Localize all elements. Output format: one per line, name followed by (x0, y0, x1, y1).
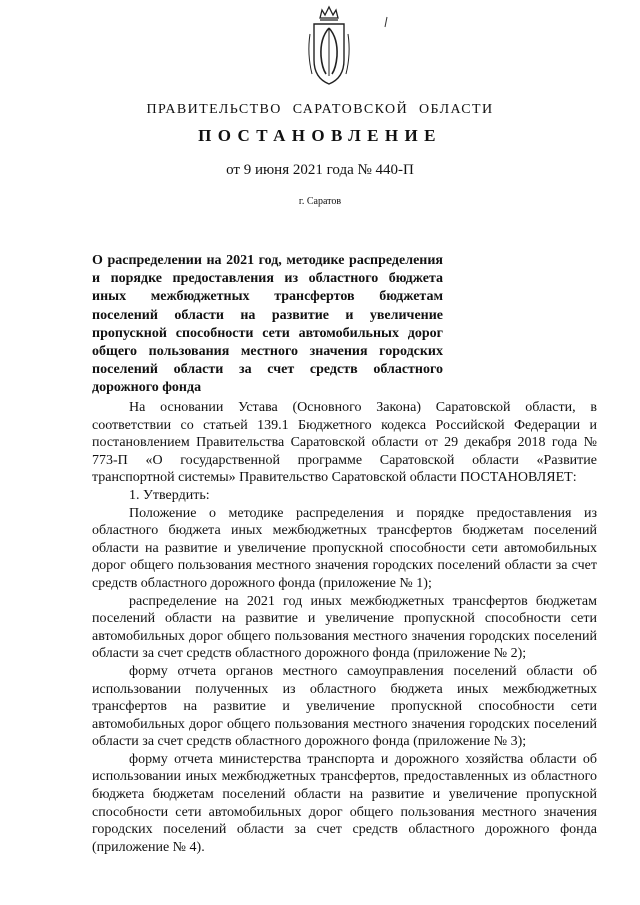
coat-of-arms-emblem (306, 4, 352, 90)
document-date-number: от 9 июня 2021 года № 440-П (226, 162, 414, 178)
subitem-appendix-1: Положение о методике распределения и порядке предоставления из областного бюджета иных межбюджетных трансфертов бюджетам поселений области на развитие и увеличение пропускной способности сети автомобильных дорог общего пользования местного значения городских поселений области за счет средств областного дорожного фонда (приложение № 1); (92, 505, 597, 591)
intro-paragraph: На основании Устава (Основного Закона) Саратовской области, в соответствии со статьей 139.1 Бюджетного кодекса Российской Федерации и постановлением Правительства Саратовской области от 29 декабря 2018 года № 773-П «О государственной программе Саратовской области «Развитие транспортной системы» Правительство Саратовской области ПОСТАНОВЛЯЕТ: (92, 400, 597, 486)
document-type: ПОСТАНОВЛЕНИЕ (198, 126, 442, 145)
organization-name: ПРАВИТЕЛЬСТВО САРАТОВСКОЙ ОБЛАСТИ (146, 102, 494, 117)
document-city: г. Саратов (298, 196, 342, 207)
item-1: 1. Утвердить: (129, 487, 210, 503)
stray-pen-mark (383, 16, 389, 28)
document-body (92, 399, 597, 856)
subitem-appendix-2: распределение на 2021 год иных межбюджетных трансфертов бюджетам поселений области на развитие и увеличение пропускной способности сети автомобильных дорог общего пользования местного значения городских поселений области за счет средств областного дорожного фонда (приложение № 2); (92, 593, 597, 662)
document-title: О распределении на 2021 год, методике распределения и порядке предоставления из областного бюджета иных межбюджетных трансфертов бюджетам поселений области на развитие и увеличение пропускной способности сети автомобильных дорог общего пользования местного значения городских поселений области за счет средств областного дорожного фонда (92, 253, 443, 396)
subitem-appendix-4: форму отчета министерства транспорта и дорожного хозяйства области об использовании иных межбюджетных трансфертов, предоставленных из областного бюджета бюджетам поселений области на развитие и увеличение пропускной способности сети автомобильных дорог общего пользования местного значения городских поселений области за счет средств областного дорожного фонда (приложение № 4). (92, 751, 597, 855)
subitem-appendix-3: форму отчета органов местного самоуправления поселений области об использовании полученных из областного бюджета иных межбюджетных трансфертов на развитие и увеличение пропускной способности сети автомобильных дорог общего пользования местного значения городских поселений области за счет средств областного дорожного фонда (приложение № 3); (92, 663, 597, 750)
